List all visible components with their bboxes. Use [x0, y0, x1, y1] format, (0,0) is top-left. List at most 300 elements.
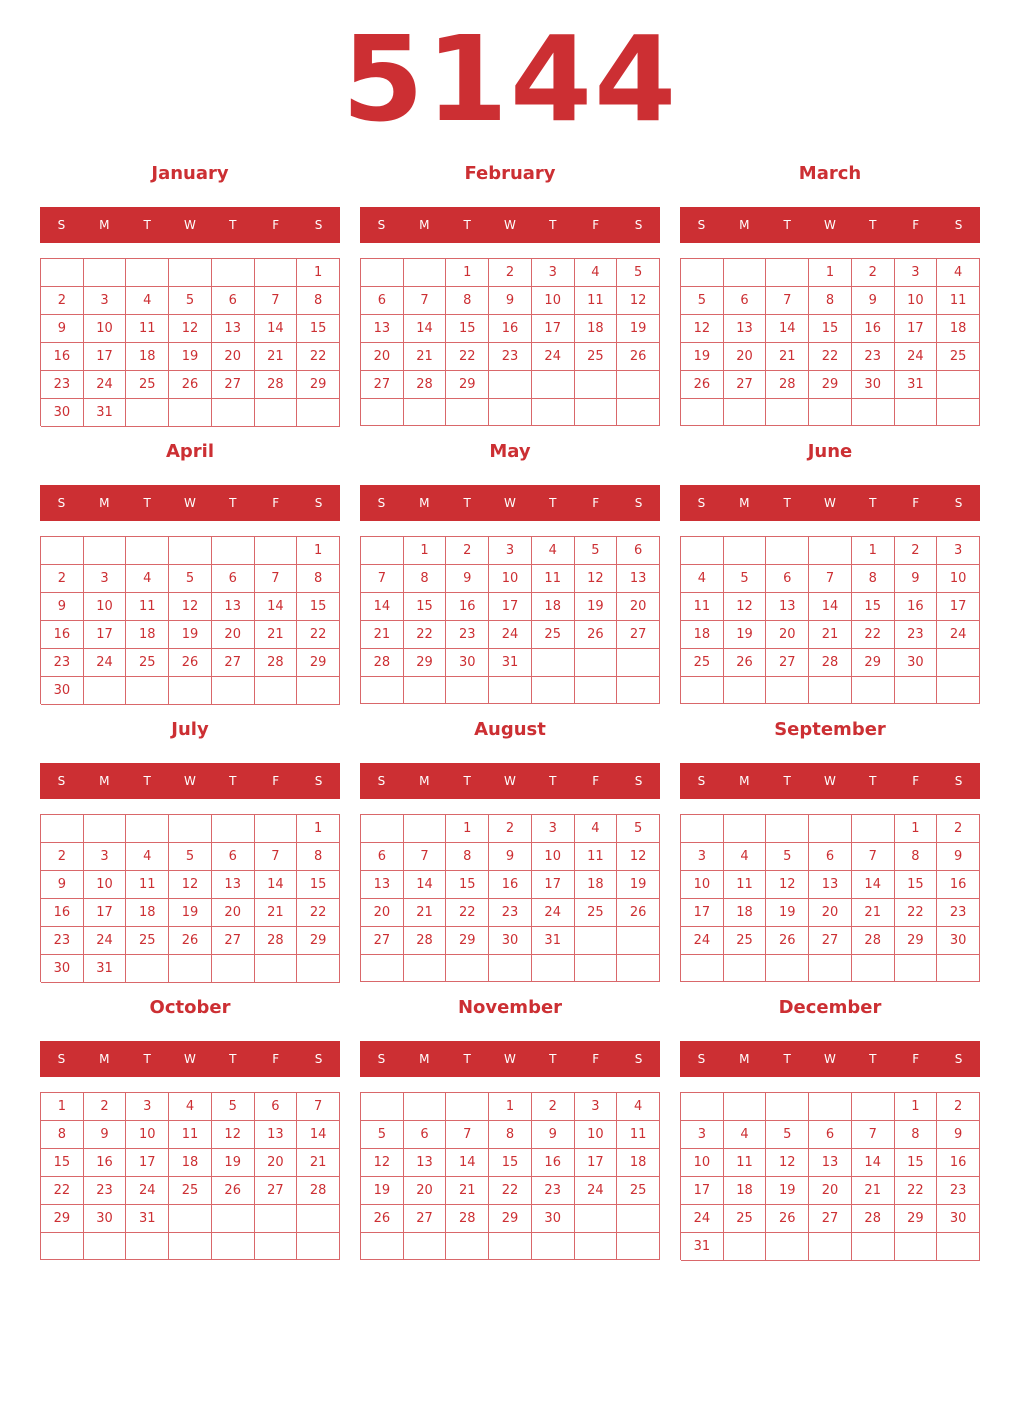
weekday-label: T	[549, 774, 557, 788]
day-cell: 28	[255, 927, 298, 955]
empty-day-cell	[532, 1233, 575, 1260]
empty-day-cell	[809, 815, 852, 843]
month-title: April	[165, 441, 215, 462]
day-cell: 27	[617, 621, 660, 649]
day-cell: 21	[852, 899, 895, 927]
day-cell: 24	[575, 1177, 618, 1205]
day-cell: 12	[766, 871, 809, 899]
day-cell: 22	[297, 343, 340, 371]
day-cell: 14	[255, 871, 298, 899]
weekday-label: S	[377, 774, 386, 788]
weekday-label: F	[272, 218, 280, 232]
day-cell: 30	[895, 649, 938, 677]
weekday-label: W	[504, 1052, 516, 1066]
day-cell: 28	[255, 649, 298, 677]
day-cell: 6	[361, 843, 404, 871]
day-cell: 7	[255, 843, 298, 871]
day-cell: 23	[489, 899, 532, 927]
empty-day-cell	[532, 955, 575, 982]
day-cell: 24	[489, 621, 532, 649]
day-cell: 18	[724, 1177, 767, 1205]
empty-day-cell	[212, 1233, 255, 1260]
weekday-label: T	[143, 496, 151, 510]
day-cell: 13	[617, 565, 660, 593]
day-cell: 8	[297, 287, 340, 315]
weekday-label: T	[869, 1052, 877, 1066]
day-cell: 9	[41, 315, 84, 343]
day-cell: 10	[489, 565, 532, 593]
day-cell: 25	[724, 927, 767, 955]
empty-day-cell	[255, 537, 298, 565]
weekday-label: W	[184, 774, 196, 788]
empty-day-cell	[126, 955, 169, 983]
day-cell: 7	[297, 1093, 340, 1121]
weekday-label: F	[272, 774, 280, 788]
empty-day-cell	[575, 927, 618, 955]
empty-day-cell	[724, 537, 767, 565]
weekday-header	[40, 485, 340, 521]
day-cell: 11	[126, 315, 169, 343]
day-cell: 18	[937, 315, 980, 343]
day-cell: 26	[681, 371, 724, 399]
day-cell: 19	[617, 315, 660, 343]
day-cell: 27	[361, 371, 404, 399]
day-cell: 12	[169, 871, 212, 899]
day-cell: 2	[41, 287, 84, 315]
empty-day-cell	[937, 649, 980, 677]
day-cell: 2	[895, 537, 938, 565]
empty-day-cell	[212, 1205, 255, 1233]
empty-day-cell	[852, 1093, 895, 1121]
day-cell: 10	[84, 315, 127, 343]
day-cell: 16	[489, 871, 532, 899]
year-title: 5144	[341, 10, 679, 148]
day-cell: 20	[404, 1177, 447, 1205]
month-title: November	[457, 997, 563, 1018]
day-cell: 18	[126, 343, 169, 371]
day-cell: 5	[575, 537, 618, 565]
day-cell: 25	[169, 1177, 212, 1205]
day-cell: 25	[575, 343, 618, 371]
day-cell: 7	[404, 843, 447, 871]
empty-day-cell	[169, 399, 212, 427]
day-cell: 29	[809, 371, 852, 399]
day-cell: 12	[575, 565, 618, 593]
day-cell: 1	[446, 259, 489, 287]
weekday-label: W	[504, 496, 516, 510]
day-cell: 29	[404, 649, 447, 677]
empty-day-cell	[489, 955, 532, 982]
day-cell: 19	[766, 1177, 809, 1205]
day-cell: 21	[809, 621, 852, 649]
day-cell: 3	[532, 259, 575, 287]
day-cell: 15	[297, 871, 340, 899]
empty-day-cell	[724, 677, 767, 704]
month-december	[680, 994, 980, 1260]
day-cell: 4	[724, 843, 767, 871]
day-cell: 19	[169, 343, 212, 371]
day-cell: 9	[84, 1121, 127, 1149]
day-cell: 26	[617, 899, 660, 927]
day-cell: 29	[852, 649, 895, 677]
empty-day-cell	[446, 1233, 489, 1260]
month-june	[680, 438, 980, 704]
empty-day-cell	[84, 1233, 127, 1260]
empty-day-cell	[446, 1093, 489, 1121]
weekday-label: W	[184, 496, 196, 510]
empty-day-cell	[361, 399, 404, 426]
day-cell: 11	[169, 1121, 212, 1149]
day-cell: 22	[895, 1177, 938, 1205]
day-cell: 21	[766, 343, 809, 371]
day-grid	[40, 536, 340, 704]
weekday-label: S	[634, 774, 643, 788]
weekday-label: M	[419, 218, 430, 232]
day-cell: 29	[297, 927, 340, 955]
day-cell: 15	[852, 593, 895, 621]
weekday-label: T	[229, 496, 237, 510]
empty-day-cell	[212, 259, 255, 287]
day-cell: 31	[532, 927, 575, 955]
day-cell: 27	[724, 371, 767, 399]
weekday-label: S	[634, 496, 643, 510]
day-cell: 22	[489, 1177, 532, 1205]
empty-day-cell	[575, 677, 618, 704]
empty-day-cell	[489, 371, 532, 399]
weekday-label: S	[634, 218, 643, 232]
day-cell: 2	[41, 565, 84, 593]
empty-day-cell	[361, 537, 404, 565]
day-cell: 14	[809, 593, 852, 621]
day-cell: 21	[255, 343, 298, 371]
weekday-header	[360, 1041, 660, 1077]
day-cell: 21	[404, 899, 447, 927]
empty-day-cell	[766, 955, 809, 982]
empty-day-cell	[404, 1233, 447, 1260]
month-november	[360, 994, 660, 1260]
day-cell: 12	[681, 315, 724, 343]
day-grid	[360, 814, 660, 982]
day-cell: 26	[575, 621, 618, 649]
day-cell: 30	[489, 927, 532, 955]
day-cell: 30	[41, 399, 84, 427]
day-cell: 28	[766, 371, 809, 399]
day-cell: 19	[169, 899, 212, 927]
day-cell: 22	[852, 621, 895, 649]
day-cell: 7	[852, 1121, 895, 1149]
month-title: October	[149, 997, 231, 1018]
day-cell: 25	[126, 927, 169, 955]
day-cell: 24	[532, 343, 575, 371]
day-cell: 6	[724, 287, 767, 315]
empty-day-cell	[404, 955, 447, 982]
day-cell: 1	[404, 537, 447, 565]
day-cell: 10	[532, 843, 575, 871]
weekday-label: S	[314, 774, 323, 788]
day-cell: 5	[169, 565, 212, 593]
day-cell: 16	[532, 1149, 575, 1177]
day-cell: 19	[617, 871, 660, 899]
weekday-label: M	[419, 496, 430, 510]
weekday-label: S	[57, 774, 66, 788]
day-grid	[680, 258, 980, 426]
day-cell: 29	[895, 927, 938, 955]
empty-day-cell	[809, 677, 852, 704]
day-cell: 17	[126, 1149, 169, 1177]
empty-day-cell	[255, 1205, 298, 1233]
day-cell: 5	[617, 815, 660, 843]
day-cell: 5	[212, 1093, 255, 1121]
day-cell: 24	[84, 927, 127, 955]
empty-day-cell	[532, 649, 575, 677]
empty-day-cell	[575, 1233, 618, 1260]
empty-day-cell	[852, 955, 895, 982]
day-cell: 29	[446, 927, 489, 955]
weekday-label: S	[954, 1052, 963, 1066]
day-cell: 8	[446, 287, 489, 315]
day-cell: 12	[361, 1149, 404, 1177]
month-october	[40, 994, 340, 1260]
empty-day-cell	[575, 955, 618, 982]
day-cell: 11	[681, 593, 724, 621]
weekday-label: W	[824, 774, 836, 788]
day-cell: 14	[297, 1121, 340, 1149]
day-cell: 11	[532, 565, 575, 593]
weekday-label: M	[739, 774, 750, 788]
day-cell: 25	[126, 649, 169, 677]
day-cell: 1	[297, 259, 340, 287]
day-cell: 13	[212, 315, 255, 343]
weekday-label: T	[463, 496, 471, 510]
day-cell: 26	[724, 649, 767, 677]
empty-day-cell	[255, 1233, 298, 1260]
empty-day-cell	[361, 815, 404, 843]
day-cell: 23	[895, 621, 938, 649]
day-cell: 24	[84, 649, 127, 677]
empty-day-cell	[681, 537, 724, 565]
day-cell: 6	[212, 565, 255, 593]
weekday-label: T	[463, 774, 471, 788]
empty-day-cell	[41, 815, 84, 843]
day-cell: 27	[809, 927, 852, 955]
day-cell: 25	[126, 371, 169, 399]
day-cell: 16	[84, 1149, 127, 1177]
day-cell: 17	[575, 1149, 618, 1177]
day-cell: 3	[84, 287, 127, 315]
day-grid	[680, 1092, 980, 1260]
empty-day-cell	[297, 399, 340, 427]
day-cell: 23	[41, 371, 84, 399]
empty-day-cell	[852, 1233, 895, 1261]
weekday-label: T	[229, 218, 237, 232]
empty-day-cell	[937, 1233, 980, 1261]
day-cell: 2	[446, 537, 489, 565]
weekday-header	[360, 763, 660, 799]
day-cell: 13	[724, 315, 767, 343]
day-cell: 13	[212, 593, 255, 621]
empty-day-cell	[84, 259, 127, 287]
empty-day-cell	[617, 955, 660, 982]
day-cell: 6	[809, 843, 852, 871]
day-cell: 9	[41, 593, 84, 621]
weekday-label: T	[549, 1052, 557, 1066]
empty-day-cell	[41, 537, 84, 565]
empty-day-cell	[361, 259, 404, 287]
empty-day-cell	[809, 1093, 852, 1121]
day-cell: 15	[297, 315, 340, 343]
day-grid	[680, 536, 980, 704]
day-cell: 7	[809, 565, 852, 593]
weekday-label: S	[954, 218, 963, 232]
day-cell: 5	[766, 1121, 809, 1149]
day-cell: 1	[489, 1093, 532, 1121]
day-cell: 28	[809, 649, 852, 677]
day-cell: 15	[41, 1149, 84, 1177]
day-cell: 23	[852, 343, 895, 371]
day-cell: 14	[361, 593, 404, 621]
day-cell: 28	[852, 1205, 895, 1233]
day-cell: 18	[169, 1149, 212, 1177]
day-cell: 12	[617, 287, 660, 315]
day-cell: 2	[937, 1093, 980, 1121]
day-cell: 14	[852, 871, 895, 899]
empty-day-cell	[724, 259, 767, 287]
empty-day-cell	[724, 955, 767, 982]
day-cell: 22	[446, 899, 489, 927]
day-cell: 26	[169, 649, 212, 677]
empty-day-cell	[895, 399, 938, 426]
day-cell: 28	[404, 371, 447, 399]
day-cell: 15	[895, 1149, 938, 1177]
empty-day-cell	[852, 399, 895, 426]
day-cell: 3	[937, 537, 980, 565]
day-cell: 24	[126, 1177, 169, 1205]
month-february	[360, 160, 660, 426]
day-cell: 8	[446, 843, 489, 871]
weekday-label: M	[99, 774, 110, 788]
day-grid	[360, 1092, 660, 1260]
day-cell: 5	[766, 843, 809, 871]
day-cell: 14	[404, 315, 447, 343]
weekday-label: M	[99, 1052, 110, 1066]
day-cell: 8	[404, 565, 447, 593]
day-cell: 2	[489, 815, 532, 843]
weekday-label: F	[272, 496, 280, 510]
weekday-label: T	[783, 496, 791, 510]
weekday-label: M	[739, 218, 750, 232]
day-cell: 3	[126, 1093, 169, 1121]
day-cell: 12	[169, 315, 212, 343]
empty-day-cell	[297, 1205, 340, 1233]
weekday-label: F	[592, 1052, 600, 1066]
weekday-label: S	[697, 774, 706, 788]
day-cell: 29	[489, 1205, 532, 1233]
empty-day-cell	[255, 677, 298, 705]
day-cell: 4	[169, 1093, 212, 1121]
day-cell: 2	[852, 259, 895, 287]
empty-day-cell	[212, 815, 255, 843]
empty-day-cell	[361, 677, 404, 704]
day-cell: 23	[41, 649, 84, 677]
day-cell: 18	[681, 621, 724, 649]
empty-day-cell	[766, 537, 809, 565]
weekday-label: F	[592, 496, 600, 510]
day-cell: 2	[41, 843, 84, 871]
day-cell: 1	[852, 537, 895, 565]
weekday-label: S	[697, 496, 706, 510]
weekday-label: S	[57, 496, 66, 510]
empty-day-cell	[489, 677, 532, 704]
empty-day-cell	[404, 1093, 447, 1121]
day-cell: 9	[532, 1121, 575, 1149]
day-cell: 13	[404, 1149, 447, 1177]
day-cell: 23	[532, 1177, 575, 1205]
empty-day-cell	[724, 1093, 767, 1121]
month-september	[680, 716, 980, 982]
empty-day-cell	[766, 815, 809, 843]
day-cell: 21	[255, 621, 298, 649]
empty-day-cell	[126, 259, 169, 287]
empty-day-cell	[766, 677, 809, 704]
weekday-header	[680, 207, 980, 243]
month-title: July	[171, 719, 209, 740]
weekday-header	[360, 207, 660, 243]
day-cell: 17	[937, 593, 980, 621]
day-cell: 30	[446, 649, 489, 677]
day-cell: 16	[489, 315, 532, 343]
weekday-label: T	[869, 218, 877, 232]
weekday-label: T	[143, 218, 151, 232]
day-cell: 28	[297, 1177, 340, 1205]
day-cell: 6	[361, 287, 404, 315]
day-cell: 3	[895, 259, 938, 287]
day-cell: 25	[724, 1205, 767, 1233]
day-cell: 6	[404, 1121, 447, 1149]
empty-day-cell	[446, 955, 489, 982]
weekday-label: S	[634, 1052, 643, 1066]
day-cell: 17	[489, 593, 532, 621]
weekday-label: S	[57, 218, 66, 232]
day-cell: 10	[84, 871, 127, 899]
day-cell: 6	[617, 537, 660, 565]
weekday-label: S	[377, 1052, 386, 1066]
empty-day-cell	[809, 399, 852, 426]
day-cell: 16	[41, 899, 84, 927]
day-cell: 14	[255, 315, 298, 343]
day-cell: 20	[361, 343, 404, 371]
month-title: May	[489, 441, 531, 462]
empty-day-cell	[575, 1205, 618, 1233]
day-cell: 26	[212, 1177, 255, 1205]
empty-day-cell	[255, 259, 298, 287]
empty-day-cell	[852, 815, 895, 843]
day-cell: 2	[937, 815, 980, 843]
day-cell: 15	[404, 593, 447, 621]
day-cell: 17	[84, 621, 127, 649]
empty-day-cell	[937, 399, 980, 426]
day-cell: 18	[724, 899, 767, 927]
day-cell: 26	[169, 927, 212, 955]
empty-day-cell	[404, 815, 447, 843]
day-cell: 8	[489, 1121, 532, 1149]
day-cell: 2	[532, 1093, 575, 1121]
day-cell: 21	[361, 621, 404, 649]
day-cell: 20	[809, 899, 852, 927]
day-cell: 14	[446, 1149, 489, 1177]
month-may	[360, 438, 660, 704]
day-cell: 4	[937, 259, 980, 287]
empty-day-cell	[937, 371, 980, 399]
